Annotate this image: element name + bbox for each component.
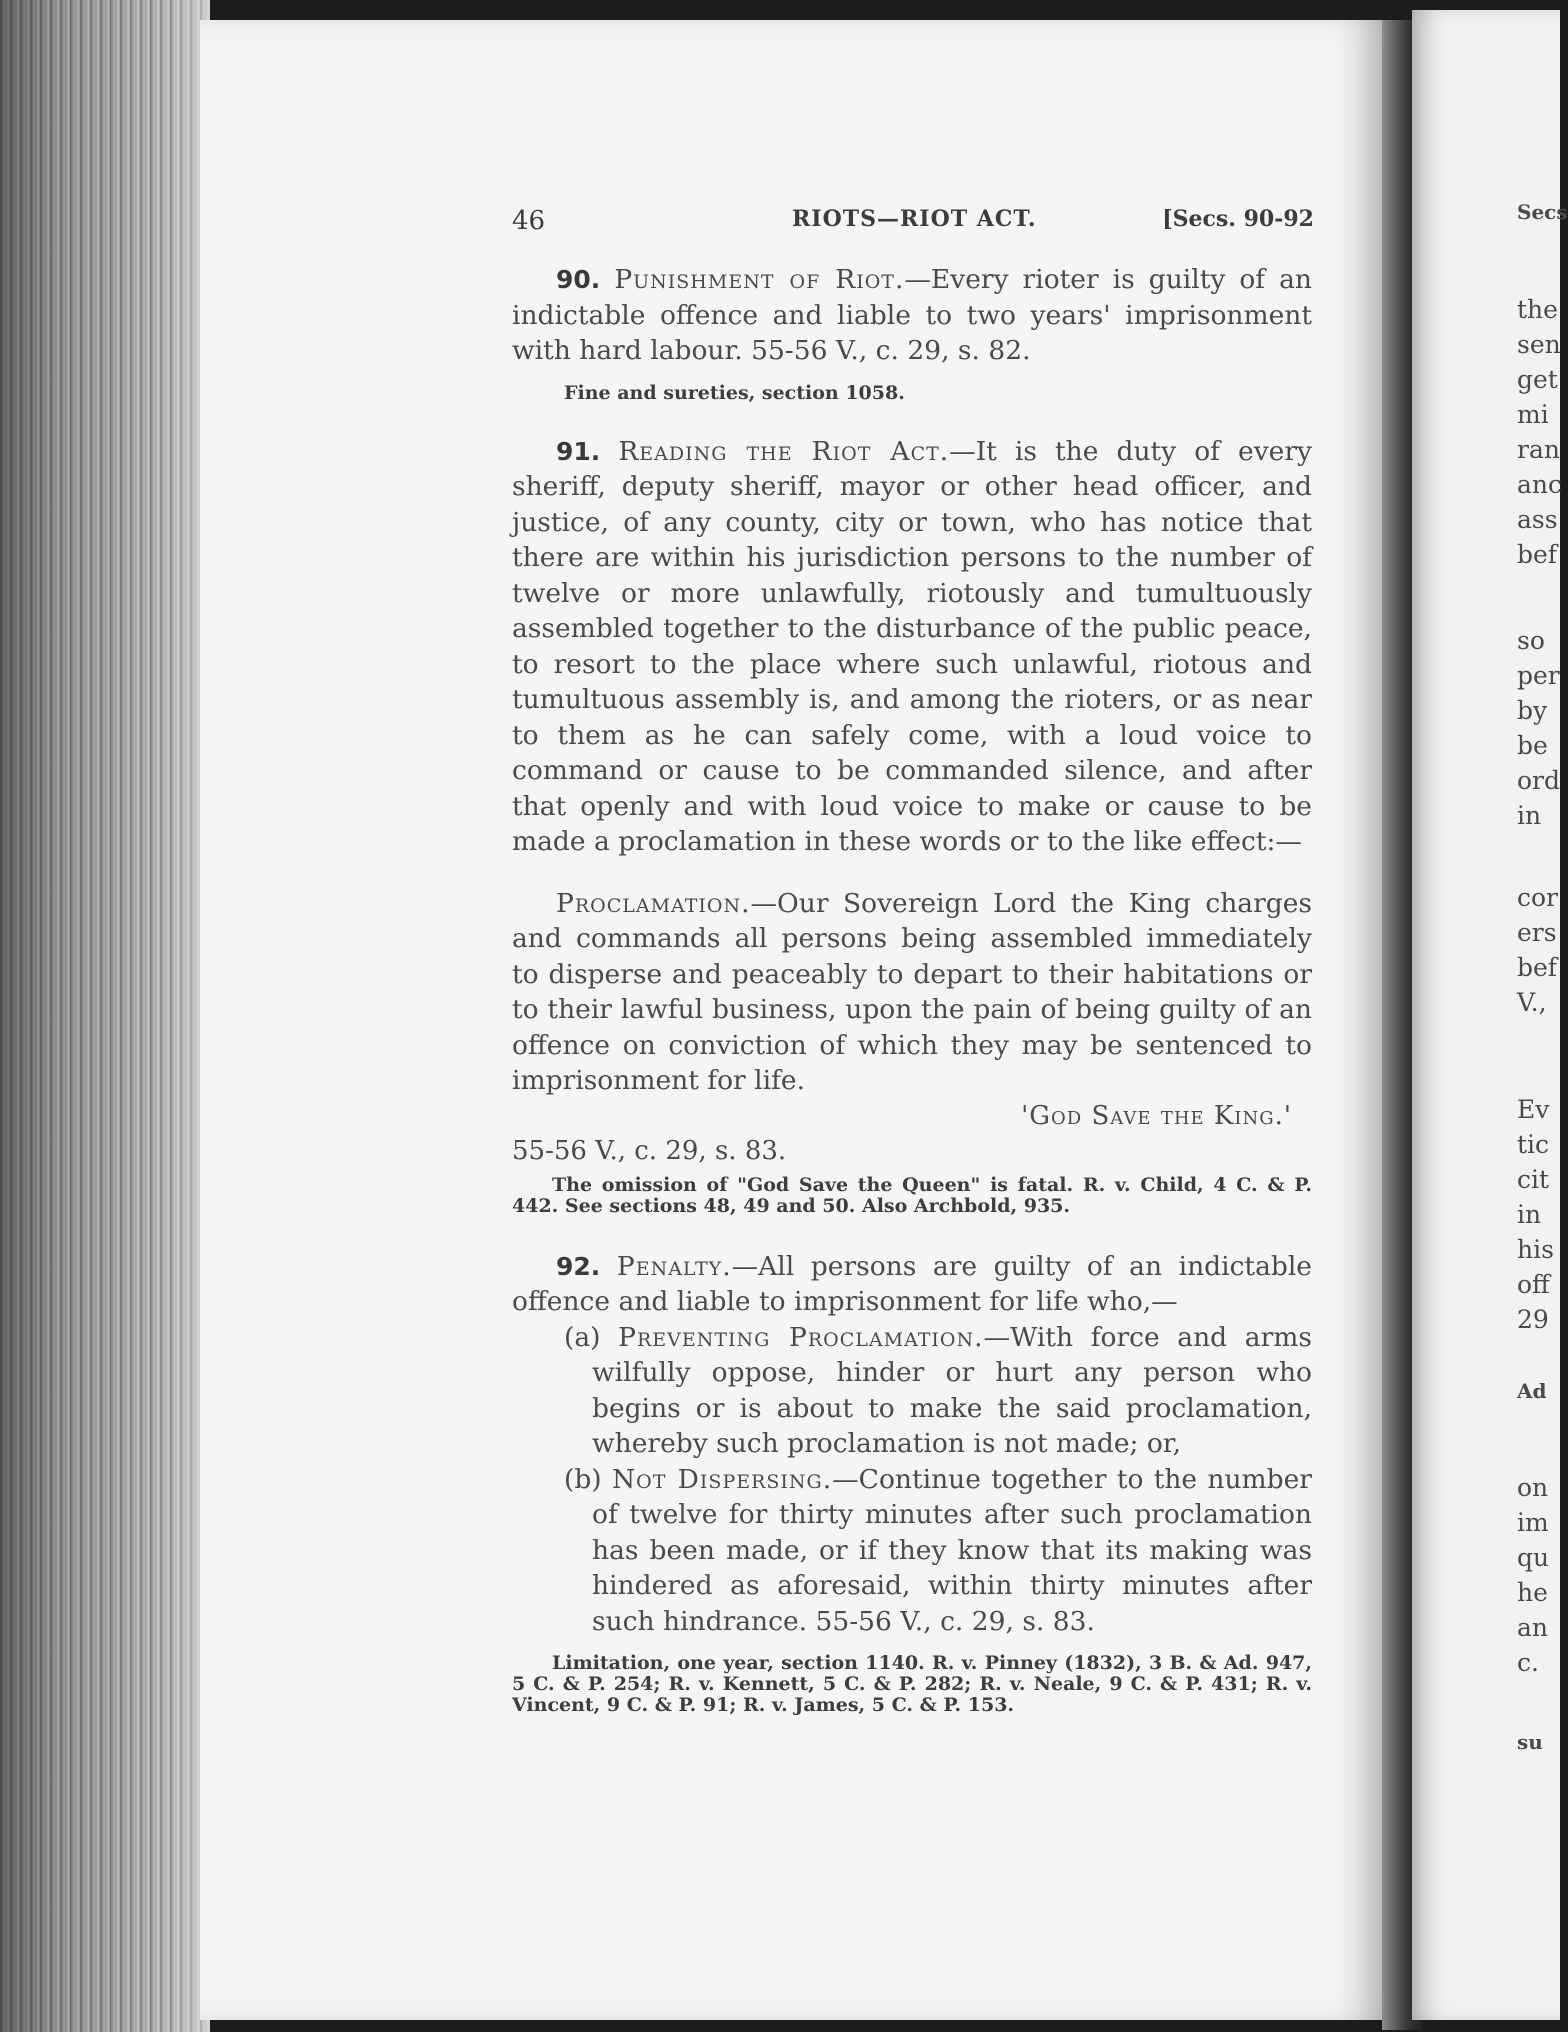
right-page-fragment: V., — [1517, 988, 1547, 1017]
section-text: —It is the duty of every sheriff, deputy sheriff, mayor or other head officer, and justice, of any county, city or town, who has notice that there are within his jurisdiction persons to the number of twelve or more unlawfully, riotously and tumultuously assembled together to the disturbance of the public peace, to resort to the place where such unlawful, riotous and tumultuous assembly is, and among the rioters, or as near to them as he can safely come, with a loud voice to command or cause to be commanded silence, and after that openly and with loud voice to make or cause to be made a proclamation in these words or to the like effect:— — [512, 435, 1312, 857]
section-92-note: Limitation, one year, section 1140. R. v. Pinney (1832), 3 B. & Ad. 947, 5 C. & P. 254; R. v. Kennett, 5 C. & P. 282; R. v. Neale, 9 C. & P. 431; R. v. Vincent, 9 C. & P. 91; R. v. James, 5 C. & P. 153. — [512, 1652, 1312, 1716]
section-91-citation: 55-56 V., c. 29, s. 83. — [512, 1135, 787, 1166]
right-page-fragment: c. — [1517, 1648, 1539, 1677]
right-page-fragment: im — [1517, 1508, 1549, 1537]
right-page-fragment: sen — [1517, 330, 1561, 359]
right-page-fragment: by — [1517, 696, 1548, 725]
item-label: (a) — [564, 1321, 601, 1353]
section-heading: Penalty. — [616, 1250, 732, 1282]
section-number: 90. — [556, 265, 601, 294]
right-page-fragment: qu — [1517, 1543, 1550, 1572]
item-text: —With force and arms wilfully oppose, hinder or hurt any person who begins or is about to make the said proclamation, whereby such proclamation is not made; or, — [592, 1321, 1312, 1459]
right-page-fragment: on — [1517, 1473, 1549, 1502]
right-page-fragment: tic — [1517, 1130, 1550, 1159]
running-head-sections: [Secs. 90-92 — [1162, 206, 1314, 232]
book-page-edges — [0, 0, 210, 2032]
right-page-fragment: Ad — [1517, 1379, 1547, 1403]
page-text-column — [512, 200, 1312, 1716]
right-page-fragment: off — [1517, 1270, 1550, 1299]
right-page-fragment: cor — [1517, 883, 1559, 912]
right-page-fragment: in — [1517, 801, 1542, 830]
section-text: —All persons are guilty of an indictable offence and liable to imprisonment for life who,— — [512, 1250, 1312, 1317]
section-90 — [512, 262, 1312, 369]
proclamation-text: —Our Sovereign Lord the King charges and commands all persons being assembled immediately to disperse and peaceably to depart to their habitations or to their lawful business, upon the pain of being guilty of an offence on conviction of which they may be sentenced to imprisonment for life. — [512, 887, 1312, 1096]
section-92-item-a — [512, 1320, 1312, 1462]
right-page-fragment: su — [1517, 1730, 1543, 1754]
right-page-fragment: ass — [1517, 505, 1558, 534]
page-number: 46 — [512, 206, 546, 236]
section-92-item-b — [512, 1462, 1312, 1640]
item-text: —Continue together to the number of twelve for thirty minutes after such proclamation has been made, or if they know that its making was hindered as aforesaid, within thirty minutes after such hindrance. 55-56 V., c. 29, s. 83. — [592, 1463, 1312, 1637]
right-page-fragment: ran — [1517, 435, 1560, 464]
right-page-fragment: Secs — [1517, 200, 1568, 224]
item-label: (b) — [564, 1463, 602, 1495]
proclamation-heading: Proclamation. — [556, 887, 751, 919]
section-text: —Every rioter is guilty of an indictable offence and liable to two years' imprisonment with hard labour. 55-56 V., c. 29, s. 82. — [512, 264, 1312, 366]
right-page-fragment: 29 — [1517, 1305, 1549, 1334]
section-heading: Punishment of Riot. — [614, 264, 905, 295]
right-page-fragment: per — [1517, 661, 1560, 690]
right-page-fragment: the — [1517, 295, 1558, 324]
section-number: 91. — [556, 436, 601, 466]
right-page-fragment: bef — [1517, 953, 1558, 982]
right-page-fragment: be — [1517, 731, 1548, 760]
right-page-fragment: an — [1517, 1613, 1549, 1642]
running-head-title: RIOTS—RIOT ACT. — [792, 206, 1037, 232]
right-page-fragment: cit — [1517, 1165, 1550, 1194]
right-page-fragment: in — [1517, 1200, 1542, 1229]
right-page-fragment: he — [1517, 1578, 1548, 1607]
right-page — [1412, 10, 1568, 2020]
section-91-note: The omission of "God Save the Queen" is fatal. R. v. Child, 4 C. & P. 442. See sections 48, 49 and 50. Also Archbold, 935. — [512, 1173, 1312, 1217]
right-page-fragment: so — [1517, 626, 1545, 655]
section-number: 92. — [556, 1251, 601, 1281]
right-page-fragment: Ev — [1517, 1095, 1550, 1124]
section-90-note: Fine and sureties, section 1058. — [564, 381, 905, 404]
section-heading: Reading the Riot Act. — [618, 435, 950, 467]
right-page-fragment: ord — [1517, 766, 1561, 795]
running-head — [512, 200, 1312, 240]
right-page-fragment: his — [1517, 1235, 1554, 1264]
item-heading: Preventing Proclamation. — [618, 1321, 984, 1353]
section-91 — [512, 434, 1312, 860]
right-page-fragment: bef — [1517, 540, 1558, 569]
right-page-fragment: anc — [1517, 470, 1563, 499]
section-92 — [512, 1249, 1312, 1320]
right-page-fragment: ers — [1517, 918, 1557, 947]
right-page-fragment: mi — [1517, 400, 1549, 429]
item-heading: Not Dispersing. — [611, 1463, 833, 1495]
god-save-the-king: 'God Save the King.' — [1021, 1100, 1292, 1131]
proclamation — [512, 886, 1312, 1099]
right-page-fragment: get — [1517, 365, 1558, 394]
